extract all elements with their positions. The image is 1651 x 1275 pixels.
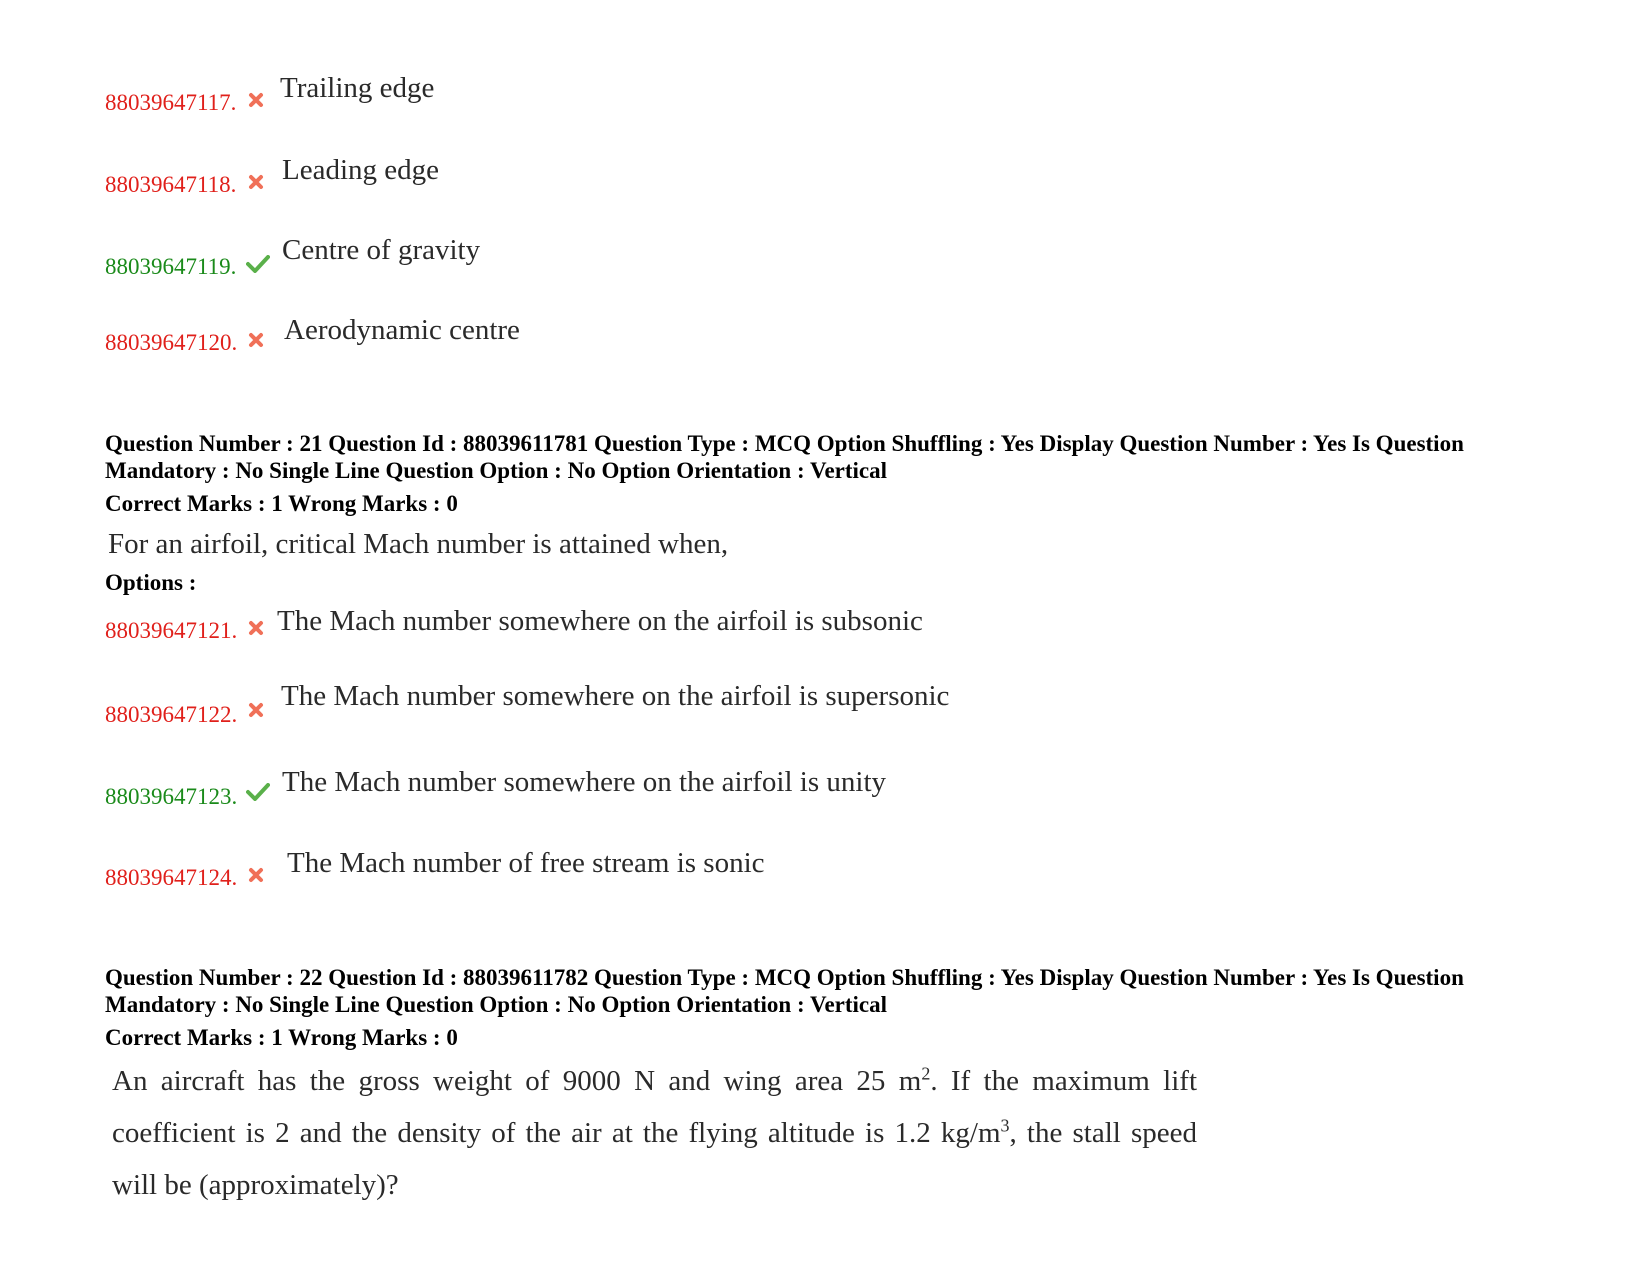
option-text: The Mach number somewhere on the airfoil is unity <box>282 766 887 798</box>
q22-marks: Correct Marks : 1 Wrong Marks : 0 <box>105 1025 458 1050</box>
option-text: Leading edge <box>282 154 440 186</box>
option-text: Aerodynamic centre <box>284 314 520 346</box>
q22-text-part2: . If the maximum lift coefficient is 2 and the density of the air at the flying altitude is 1.2 kg/m <box>112 1065 1198 1149</box>
option-text: Trailing edge <box>280 72 435 104</box>
q22-meta-line: Question Number : 22 Question Id : 88039611782 Question Type : MCQ Option Shuffling : Yes Display Question Number : Yes Is Question Mandatory : No Single Line Question Option : No Option Orientation : Vertical <box>105 965 1464 1017</box>
check-icon <box>246 254 270 274</box>
option-id: 88039647120. <box>105 330 238 355</box>
cross-icon <box>246 700 266 720</box>
cross-icon <box>246 618 266 638</box>
option-id: 88039647117. <box>105 90 237 115</box>
cross-icon <box>246 172 266 192</box>
cross-icon <box>246 330 266 350</box>
q21-meta <box>105 430 1535 517</box>
option-text: Centre of gravity <box>282 234 481 266</box>
q21-question-text: For an airfoil, critical Mach number is attained when, <box>108 528 729 560</box>
option-id: 88039647122. <box>105 702 238 727</box>
q22-question-text <box>112 1055 1197 1211</box>
option-id: 88039647123. <box>105 784 238 809</box>
q21-marks: Correct Marks : 1 Wrong Marks : 0 <box>105 491 458 516</box>
option-id: 88039647121. <box>105 618 238 643</box>
option-text: The Mach number of free stream is sonic <box>287 847 765 879</box>
option-id: 88039647124. <box>105 865 238 890</box>
q22-superscript-1: 2 <box>921 1063 931 1084</box>
cross-icon <box>246 865 266 885</box>
check-icon <box>246 782 270 802</box>
q21-options-label: Options : <box>105 570 197 595</box>
option-text: The Mach number somewhere on the airfoil is subsonic <box>277 605 923 637</box>
option-text: The Mach number somewhere on the airfoil is supersonic <box>281 680 950 712</box>
q22-meta <box>105 964 1535 1051</box>
option-id: 88039647119. <box>105 254 237 279</box>
q22-superscript-2: 3 <box>1000 1115 1010 1136</box>
q22-text-part1: An aircraft has the gross weight of 9000 N and wing area 25 m <box>112 1065 922 1097</box>
option-id: 88039647118. <box>105 172 237 197</box>
q21-meta-line: Question Number : 21 Question Id : 88039611781 Question Type : MCQ Option Shuffling : Yes Display Question Number : Yes Is Question Mandatory : No Single Line Question Option : No Option Orientation : Vertical <box>105 431 1464 483</box>
q22-text-part3: , the stall speed will be (approximately)? <box>112 1117 1198 1201</box>
cross-icon <box>246 90 266 110</box>
